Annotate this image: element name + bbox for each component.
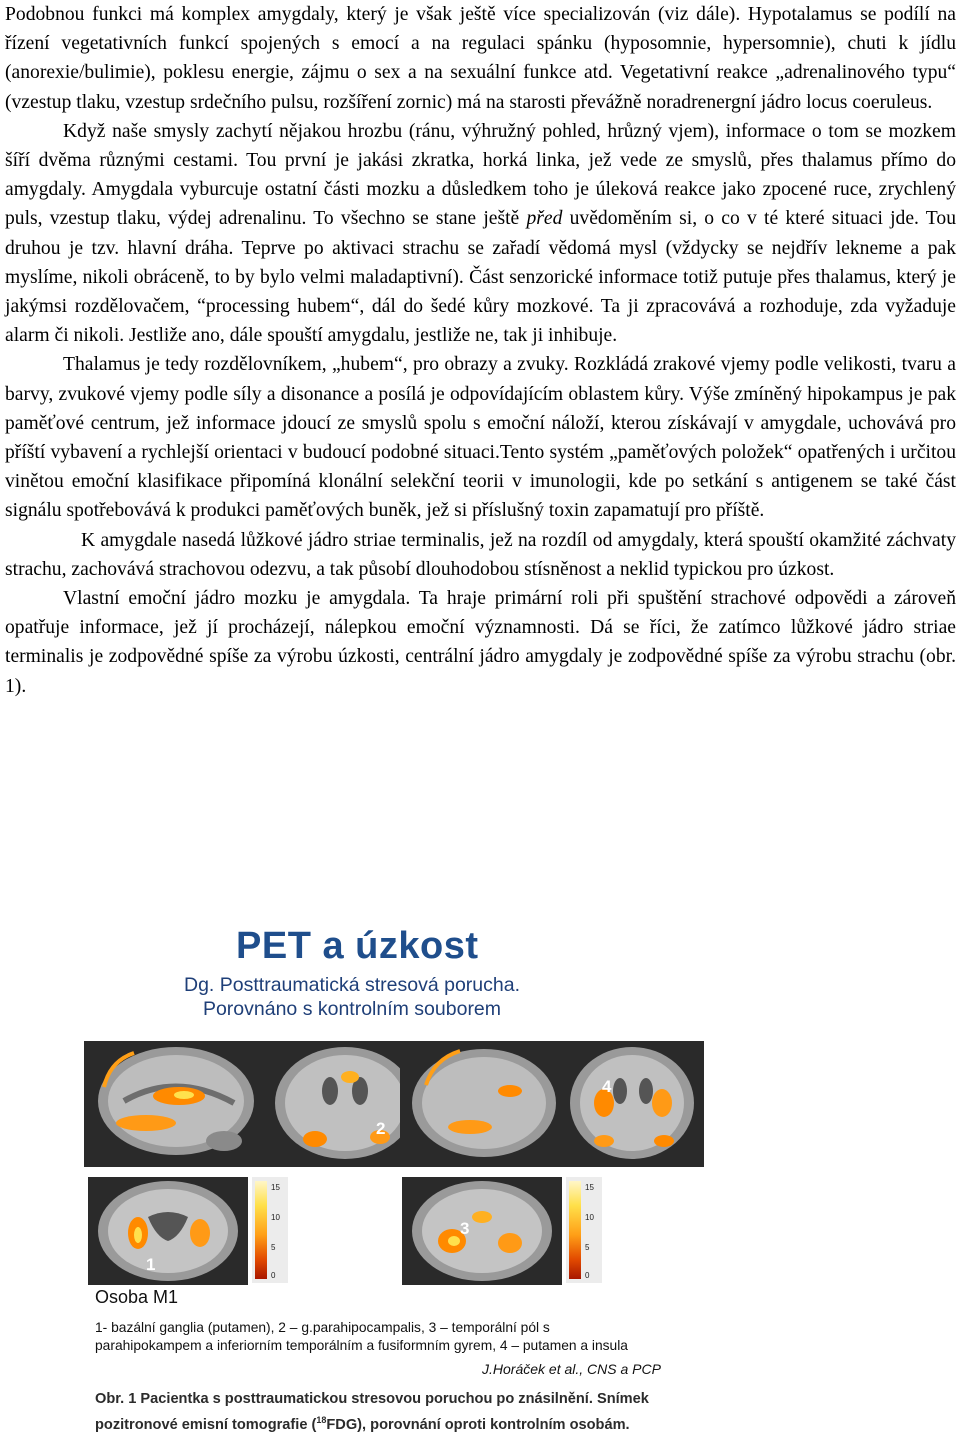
subject-label: Osoba M1 <box>95 1287 179 1307</box>
figure-legend <box>95 1319 655 1355</box>
brain-coronal-image-4 <box>560 1041 704 1167</box>
colorbar-right-tick-10: 10 <box>585 1213 594 1222</box>
paragraph-2 <box>5 117 956 351</box>
paragraph-2-emphasis: před <box>526 208 563 230</box>
scan-number-2: 2 <box>376 1119 386 1138</box>
paragraph-2-end: uvědoměním si, o co v té které situaci jde. Tou druhou je tzv. hlavní dráha. Teprve po aktivaci strachu se zařadí vědomá mysl (vždycky se nejdřív lekneme a pak myslíme, nikoli obráceně, to by bylo velmi maladaptivní). Část senzorické informace totiž putuje přes thalamus, který je jakýmsi rozdělovačem, “processing hubem“, dál do šedé kůry mozkové. Ta ji zpracovává a rozhoduje, zda vyžaduje alarm či nikoli. Jestliže ano, dále spouští amygdalu, jestliže ne, tak ji inhibuje. <box>5 208 956 347</box>
paragraph-5: Vlastní emoční jádro mozku je amygdala. Ta hraje primární roli při spuštění strachové odpovědi a zároveň opatřuje informace, jež jí procházejí, nálepkou emoční významnosti. Dá se říci, že zatímco lůžkové jádro striae terminalis je zodpovědné spíše za výrobu úzkosti, centrální jádro amygdaly je zodpovědné spíše za výrobu strachu (obr. 1). <box>5 588 956 697</box>
scan-number-4: 4 <box>602 1077 612 1096</box>
colorbar-right <box>566 1177 602 1283</box>
colorbar-left-tick-5: 5 <box>271 1243 276 1252</box>
colorbar-left-tick-0: 0 <box>271 1271 276 1280</box>
pet-scan-sagittal <box>84 1041 260 1167</box>
figure-title: PET a úzkost <box>236 925 479 967</box>
colorbar-left-gradient <box>255 1181 267 1279</box>
brain-axial-image-3 <box>402 1177 562 1285</box>
pet-figure <box>84 915 704 1436</box>
figure-subtitle <box>84 973 620 1021</box>
brain-sagittal-image <box>84 1041 260 1167</box>
pet-scan-sagittal-right <box>400 1041 560 1167</box>
figure-subtitle-line-1: Dg. Posttraumatická stresová porucha. <box>184 974 520 996</box>
paragraph-4: K amygdale nasedá lůžkové jádro striae terminalis, jež na rozdíl od amygdaly, která spouští okamžité záchvaty strachu, zachovává strachovou odezvu, a tak působí dlouhodobou stísněnost a neklid typickou pro úzkost. <box>5 529 956 580</box>
paragraph-1: Podobnou funkci má komplex amygdaly, který je však ještě více specializován (viz dále). Hypotalamus se podílí na řízení vegetativních funkcí spojených s emocí a na regulaci spánku (hyposomnie, hypersomnie), chuti k jídlu (anorexie/bulimie), poklesu energie, zájmu o sex a na sexuální funkce atd. Vegetativní reakce „adrenalinového typu“ (vzestup tlaku, vzestup srdečního pulsu, rozšíření zornic) má na starosti převážně noradrenergní jádro locus coeruleus. <box>5 4 956 113</box>
colorbar-right-tick-15: 15 <box>585 1183 594 1192</box>
figure-subtitle-line-2: Porovnáno s kontrolním souborem <box>202 998 502 1020</box>
figure-credit: J.Horáček et al., CNS a PCP <box>482 1361 661 1377</box>
colorbar-left-tick-15: 15 <box>271 1183 280 1192</box>
figure-caption-line-2 <box>95 1410 695 1436</box>
brain-sagittal-image-right <box>400 1041 560 1167</box>
figure-caption-line-2-start: pozitronové emisní tomografie ( <box>95 1416 317 1433</box>
pet-scan-axial-3 <box>402 1177 562 1285</box>
colorbar-right-tick-5: 5 <box>585 1243 590 1252</box>
paragraph-3: Thalamus je tedy rozdělovníkem, „hubem“, pro obrazy a zvuky. Rozkládá zrakové vjemy podle velikosti, tvaru a barvy, zvukové vjemy podle síly a disonance a posílá je odpovídajícím oblastem kůry. Výše zmíněný hipokampus je pak paměťové centrum, jež informace jdoucí ze smyslů spolu s emoční náloží, kterou získávají v amygdale, uchovává pro příští vybavení a rychlejší orientaci v budoucí podobné situaci.Tento systém „paměťových položek“ opatřených i určitou vinětou emoční klasifikace připomíná klonální selekční teorii v imunologii, kde po setkání s antigenem se také část signálu spotřebovává k produkci paměťových buněk, jež si příslušný toxin zapamatují pro příště. <box>5 354 956 522</box>
figure-legend-line-2: parahipokampem a inferiorním temporálním a fusiformním gyrem, 4 – putamen a insula <box>95 1338 628 1353</box>
colorbar-right-tick-0: 0 <box>585 1271 590 1280</box>
scan-number-3: 3 <box>460 1219 470 1238</box>
figure-caption-superscript: 18 <box>316 1415 327 1425</box>
pet-scan-axial-1 <box>88 1177 248 1285</box>
figure-caption-line-2-end: FDG), porovnání oproti kontrolním osobám. <box>326 1416 630 1433</box>
pet-scan-coronal-4 <box>560 1041 704 1167</box>
figure-caption-line-1: Obr. 1 Pacientka s posttraumatickou stresovou poruchou po znásilnění. Snímek <box>95 1391 649 1407</box>
article-text <box>5 0 956 701</box>
figure-legend-line-1: 1- bazální ganglia (putamen), 2 – g.parahipocampalis, 3 – temporální pól s <box>95 1320 550 1335</box>
brain-axial-image-1 <box>88 1177 248 1285</box>
figure-caption <box>95 1389 695 1436</box>
colorbar-left <box>252 1177 288 1283</box>
colorbar-left-tick-10: 10 <box>271 1213 280 1222</box>
paragraph-2-start: Když naše smysly zachytí nějakou hrozbu (ránu, výhružný pohled, hrůzný vjem), informace o tom se mozkem šíří dvěma různými cestami. Tou první je jakási zkratka, horká linka, jež vede ze smyslů, přes thalamus přímo do amygdaly. Amygdala vyburcuje ostatní části mozku a důsledkem toho je úleková reakce jako zpocené ruce, zrychlený puls, vzestup tlaku, výdej adrenalinu. To všechno se stane ještě <box>5 120 956 230</box>
scan-number-1: 1 <box>146 1255 156 1274</box>
colorbar-right-gradient <box>569 1181 581 1279</box>
